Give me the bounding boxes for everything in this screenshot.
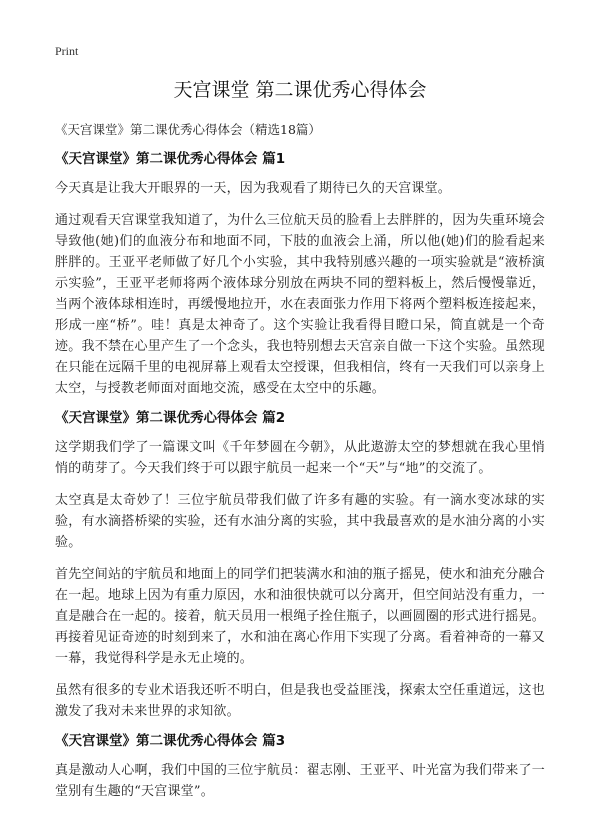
paragraph: 太空真是太奇妙了！三位宇航员带我们做了许多有趣的实验。有一滴水变冰球的实验，有水滴搭桥梁的实验，还有水油分离的实验，其中我最喜欢的是水油分离的小实验。: [55, 493, 545, 550]
paragraph: 首先空间站的宇航员和地面上的同学们把装满水和油的瓶子摇晃，使水和油充分融合在一起。地球上因为有重力原因，水和油很快就可以分离开，但空间站没有重力，一直是融合在一起的。接着，航天员用一根绳子拴住瓶子，以画圆圈的形式进行摇晃。再接着见证奇迹的时刻到来了，水和油在离心作用下实现了分离。看着神奇的一幕又一幕，我觉得科学是永无止境的。: [55, 567, 545, 666]
paragraph: 今天真是让我大开眼界的一天，因为我观看了期待已久的天宫课堂。: [55, 181, 452, 196]
paragraph: 真是激动人心啊，我们中国的三位宇航员：翟志刚、王亚平、叶光富为我们带来了一堂别有生趣的“天宫课堂”。: [55, 763, 545, 799]
section-heading-1: 《天宫课堂》第二课优秀心得体会 篇1: [55, 151, 286, 167]
paragraph: 这学期我们学了一篇课文叫《千年梦圆在今朝》，从此遨游太空的梦想就在我心里悄悄的萌芽了。今天我们终于可以跟宇航员一起来一个“天”与“地”的交流了。: [55, 440, 545, 476]
page-title: 天宫课堂 第二课优秀心得体会: [173, 79, 427, 101]
paragraph: 虽然有很多的专业术语我还听不明白，但是我也受益匪浅，探索太空任重道远，这也激发了我对未来世界的求知欲。: [55, 683, 545, 719]
document-subtitle: 《天宫课堂》第二课优秀心得体会（精选18篇）: [55, 122, 321, 137]
section-heading-2: 《天宫课堂》第二课优秀心得体会 篇2: [55, 410, 286, 426]
paragraph: 通过观看天宫课堂我知道了，为什么三位航天员的脸看上去胖胖的，因为失重环境会导致他(她)们的血液分布和地面不同，下肢的血液会上涌，所以他(她)们的脸看起来胖胖的。王亚平老师做了好几个小实验，其中我特别感兴趣的一项实验就是“液桥演示实验”，王亚平老师将两个液体球分别放在两块不同的塑料板上，然后慢慢靠近，当两个液体球相连时，再缓慢地拉开，水在表面张力作用下将两个塑料板连接起来，形成一座“桥”。哇！真是太神奇了。这个实验让我看得目瞪口呆，简直就是一个奇迹。我不禁在心里产生了一个念头，我也特别想去天宫亲自做一下这个实验。虽然现在只能在远隔千里的电视屏幕上观看太空授课，但我相信，终有一天我们可以亲身上太空，与授教老师面对面地交流，感受在太空中的乐趣。: [55, 213, 545, 396]
section-heading-3: 《天宫课堂》第二课优秀心得体会 篇3: [55, 733, 286, 749]
print-link[interactable]: Print: [55, 44, 79, 58]
